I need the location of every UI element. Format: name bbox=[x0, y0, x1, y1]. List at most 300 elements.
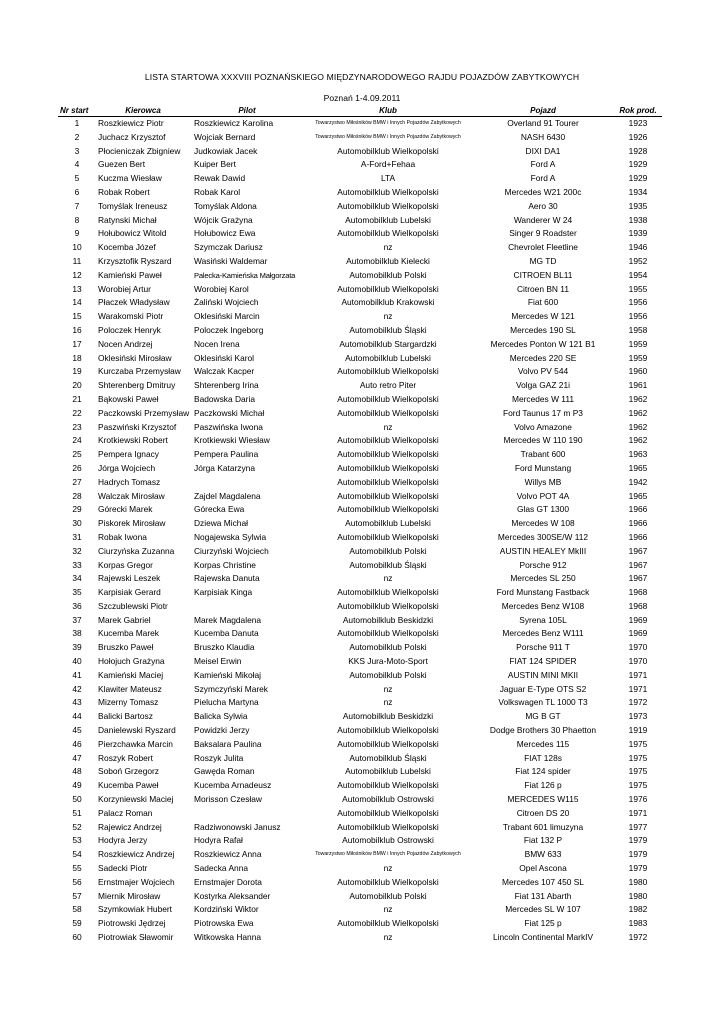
cell-pilot: Hodyra Rafał bbox=[194, 835, 243, 846]
table-row bbox=[58, 903, 662, 917]
cell-rok-prod: 1942 bbox=[628, 476, 648, 487]
cell-klub: nz bbox=[383, 421, 393, 432]
cell-kierowca: Bąkowski Paweł bbox=[98, 393, 159, 404]
cell-klub: Automobilklub Kielecki bbox=[346, 255, 430, 266]
cell-rok-prod: 1929 bbox=[628, 159, 648, 170]
cell-pilot: Nocen Irena bbox=[194, 338, 240, 349]
cell-klub: Automobilklub Lubelski bbox=[345, 518, 431, 529]
cell-pojazd: Aero 30 bbox=[528, 200, 558, 211]
cell-rok-prod: 1966 bbox=[628, 518, 648, 529]
cell-pilot: Piotrowska Ewa bbox=[194, 918, 254, 929]
table-row bbox=[58, 669, 662, 683]
table-header-row bbox=[58, 105, 662, 117]
cell-nr-start: 27 bbox=[72, 476, 82, 487]
cell-rok-prod: 1973 bbox=[628, 711, 648, 722]
cell-rok-prod: 1956 bbox=[628, 311, 648, 322]
cell-pojazd: Porsche 911 T bbox=[516, 642, 570, 653]
table-row bbox=[58, 655, 662, 669]
cell-klub: Automobilklub Wielkopolski bbox=[337, 186, 439, 197]
cell-pilot: Zajdel Magdalena bbox=[194, 490, 261, 501]
cell-kierowca: Poloczek Henryk bbox=[98, 324, 161, 335]
cell-rok-prod: 1923 bbox=[628, 118, 648, 128]
cell-kierowca: Górecki Marek bbox=[98, 504, 153, 515]
cell-pilot: Wójcik Grażyna bbox=[194, 214, 253, 225]
cell-pilot: Morisson Czesław bbox=[194, 794, 262, 805]
cell-rok-prod: 1980 bbox=[628, 890, 648, 901]
cell-klub: LTA bbox=[380, 173, 396, 184]
cell-kierowca: Shterenberg Dmitruy bbox=[98, 380, 176, 391]
cell-rok-prod: 1976 bbox=[628, 794, 648, 805]
cell-kierowca: Kucemba Paweł bbox=[98, 780, 159, 791]
cell-kierowca: Kamieński Paweł bbox=[98, 269, 162, 280]
cell-nr-start: 41 bbox=[72, 669, 82, 680]
cell-klub: Automobilklub Śląski bbox=[349, 559, 427, 570]
cell-kierowca: Kocemba Józef bbox=[98, 242, 156, 253]
cell-rok-prod: 1975 bbox=[628, 766, 648, 777]
cell-pojazd: Mercedes 107 450 SL bbox=[502, 876, 584, 887]
cell-nr-start: 28 bbox=[72, 490, 82, 501]
cell-nr-start: 45 bbox=[72, 725, 82, 736]
table-row bbox=[58, 821, 662, 835]
cell-kierowca: Robak Iwona bbox=[98, 531, 147, 542]
table-row bbox=[58, 876, 662, 890]
cell-rok-prod: 1956 bbox=[628, 297, 648, 308]
cell-rok-prod: 1967 bbox=[628, 573, 648, 584]
cell-pilot: Judkowiak Jacek bbox=[194, 145, 258, 156]
cell-nr-start: 32 bbox=[72, 545, 82, 556]
cell-klub: Automobilklub Wielkopolski bbox=[337, 490, 439, 501]
cell-pilot: Jórga Katarzyna bbox=[194, 462, 255, 473]
cell-pojazd: Mercedes 115 bbox=[516, 738, 570, 749]
cell-pojazd: Mercedes W 110 190 bbox=[503, 435, 583, 446]
table-row bbox=[58, 738, 662, 752]
cell-rok-prod: 1952 bbox=[628, 255, 648, 266]
cell-klub: nz bbox=[383, 863, 393, 874]
cell-pojazd: Mercedes 300SE/W 112 bbox=[497, 531, 589, 542]
cell-klub: Automobilklub Wielkopolski bbox=[337, 145, 439, 156]
cell-nr-start: 33 bbox=[72, 559, 82, 570]
table-row bbox=[58, 200, 662, 214]
cell-klub: Automobilklub Wielkopolski bbox=[337, 531, 439, 542]
cell-nr-start: 47 bbox=[72, 752, 82, 763]
cell-pilot: Powidzki Jerzy bbox=[194, 725, 250, 736]
cell-pojazd: Volga GAZ 21i bbox=[515, 380, 570, 391]
cell-pojazd: Mercedes SL 250 bbox=[510, 573, 576, 584]
cell-nr-start: 3 bbox=[74, 145, 80, 156]
start-list-table bbox=[58, 105, 662, 945]
table-row bbox=[58, 848, 662, 862]
cell-nr-start: 1 bbox=[74, 118, 80, 128]
cell-pilot: Krotkiewski Wiesław bbox=[194, 435, 270, 446]
table-row bbox=[58, 890, 662, 904]
cell-klub: Automobilklub Stargardzki bbox=[339, 338, 437, 349]
cell-kierowca: Korpas Gregor bbox=[98, 559, 153, 570]
cell-pojazd: Ford A bbox=[530, 159, 556, 170]
cell-kierowca: Jórga Wojciech bbox=[98, 462, 156, 473]
cell-rok-prod: 1968 bbox=[628, 587, 648, 598]
table-row bbox=[58, 448, 662, 462]
table-row bbox=[58, 214, 662, 228]
cell-rok-prod: 1938 bbox=[628, 214, 648, 225]
cell-pojazd: Fiat 126 p bbox=[524, 780, 562, 791]
cell-klub: Automobilklub Beskidzki bbox=[342, 614, 434, 625]
cell-klub: Automobilklub Wielkopolski bbox=[337, 738, 439, 749]
table-row bbox=[58, 834, 662, 848]
table-row bbox=[58, 131, 662, 145]
cell-nr-start: 37 bbox=[72, 614, 82, 625]
cell-pilot: Radziwonowski Janusz bbox=[194, 821, 281, 832]
cell-rok-prod: 1919 bbox=[628, 725, 648, 736]
cell-kierowca: Piskorek Mirosław bbox=[98, 518, 166, 529]
cell-pojazd: Mercedes Benz W108 bbox=[501, 600, 585, 611]
cell-kierowca: Karpisiak Gerard bbox=[98, 587, 161, 598]
cell-nr-start: 55 bbox=[72, 863, 82, 874]
cell-kierowca: Roszkiewicz Piotr bbox=[98, 118, 164, 128]
cell-kierowca: Soboń Grzegorz bbox=[98, 766, 159, 777]
table-row bbox=[58, 296, 662, 310]
cell-rok-prod: 1929 bbox=[628, 173, 648, 184]
cell-klub: Automobilklub Wielkopolski bbox=[337, 200, 439, 211]
cell-pojazd: Fiat 132 P bbox=[523, 835, 563, 846]
cell-pojazd: Jaguar E-Type OTS S2 bbox=[499, 683, 587, 694]
cell-pilot: Gawęda Roman bbox=[194, 766, 255, 777]
cell-klub: Automobilklub Wielkopolski bbox=[337, 807, 439, 818]
cell-pilot: Pielucha Martyna bbox=[194, 697, 259, 708]
table-row bbox=[58, 586, 662, 600]
cell-kierowca: Bruszko Paweł bbox=[98, 642, 154, 653]
cell-nr-start: 31 bbox=[72, 531, 82, 542]
cell-rok-prod: 1970 bbox=[628, 656, 648, 667]
cell-pojazd: Volkswagen TL 1000 T3 bbox=[498, 697, 588, 708]
cell-rok-prod: 1979 bbox=[628, 835, 648, 846]
cell-rok-prod: 1975 bbox=[628, 780, 648, 791]
table-row bbox=[58, 862, 662, 876]
cell-nr-start: 9 bbox=[74, 228, 80, 239]
cell-klub: Automobilklub Polski bbox=[349, 545, 427, 556]
cell-nr-start: 53 bbox=[72, 835, 82, 846]
cell-pojazd: Ford A bbox=[530, 173, 556, 184]
cell-pilot: Tomyślak Aldona bbox=[194, 200, 257, 211]
cell-pilot: Kamieński Mikołaj bbox=[194, 669, 262, 680]
cell-rok-prod: 1935 bbox=[628, 200, 648, 211]
cell-rok-prod: 1955 bbox=[628, 283, 648, 294]
cell-pilot: Worobiej Karol bbox=[194, 283, 249, 294]
cell-rok-prod: 1982 bbox=[628, 904, 648, 915]
cell-pojazd: Ford Munstang Fastback bbox=[496, 587, 590, 598]
cell-kierowca: Pempera Ignacy bbox=[98, 449, 159, 460]
cell-rok-prod: 1967 bbox=[628, 545, 648, 556]
cell-nr-start: 22 bbox=[72, 407, 82, 418]
cell-pojazd: BMW 633 bbox=[524, 849, 562, 860]
cell-klub: Automobilklub Ostrowski bbox=[342, 835, 434, 846]
cell-rok-prod: 1965 bbox=[628, 490, 648, 501]
cell-nr-start: 35 bbox=[72, 587, 82, 598]
cell-rok-prod: 1975 bbox=[628, 738, 648, 749]
cell-pilot: Szymczak Dariusz bbox=[194, 242, 263, 253]
cell-pojazd: Mercedes 190 SL bbox=[510, 324, 576, 335]
cell-nr-start: 20 bbox=[72, 380, 82, 391]
cell-pojazd: Mercedes W 108 bbox=[511, 518, 575, 529]
cell-pilot: Witkowska Hanna bbox=[194, 932, 262, 943]
cell-klub: nz bbox=[383, 697, 393, 708]
cell-rok-prod: 1961 bbox=[628, 380, 648, 391]
cell-klub: Auto retro Piter bbox=[359, 380, 417, 391]
cell-nr-start: 18 bbox=[72, 352, 82, 363]
cell-nr-start: 16 bbox=[72, 324, 82, 335]
cell-pilot: Wasiński Waldemar bbox=[194, 255, 268, 266]
table-row bbox=[58, 255, 662, 269]
cell-rok-prod: 1960 bbox=[628, 366, 648, 377]
cell-pilot: Paszwińska Iwona bbox=[194, 421, 263, 432]
table-row bbox=[58, 283, 662, 297]
cell-klub: Automobilklub Polski bbox=[349, 669, 427, 680]
table-row bbox=[58, 545, 662, 559]
cell-rok-prod: 1928 bbox=[628, 145, 648, 156]
cell-rok-prod: 1983 bbox=[628, 918, 648, 929]
cell-klub: Automobilklub Polski bbox=[349, 890, 427, 901]
document-subtitle: Poznań 1-4.09.2011 bbox=[323, 93, 401, 103]
cell-pojazd: Volvo PV 544 bbox=[517, 366, 569, 377]
table-row bbox=[58, 421, 662, 435]
cell-klub: nz bbox=[383, 904, 393, 915]
cell-klub: Automobilklub Wielkopolski bbox=[337, 780, 439, 791]
cell-nr-start: 19 bbox=[72, 366, 82, 377]
table-row bbox=[58, 227, 662, 241]
cell-kierowca: Paszwiński Krzysztof bbox=[98, 421, 177, 432]
cell-rok-prod: 1971 bbox=[628, 683, 648, 694]
cell-pilot: Bruszko Klaudia bbox=[194, 642, 255, 653]
cell-nr-start: 42 bbox=[72, 683, 82, 694]
cell-pilot: Roszyk Julita bbox=[194, 752, 244, 763]
cell-kierowca: Kucemba Marek bbox=[98, 628, 159, 639]
cell-pilot: Kucemba Arnadeusz bbox=[194, 780, 272, 791]
cell-klub: Automobilklub Wielkopolski bbox=[337, 876, 439, 887]
cell-pojazd: Willys MB bbox=[524, 476, 562, 487]
cell-klub: nz bbox=[383, 311, 393, 322]
cell-pilot: Kucemba Danuta bbox=[194, 628, 259, 639]
table-row bbox=[58, 490, 662, 504]
cell-nr-start: 2 bbox=[74, 131, 80, 142]
cell-pilot: Oklesiński Karol bbox=[194, 352, 255, 363]
table-row bbox=[58, 379, 662, 393]
cell-pilot: Oklesiński Marcin bbox=[194, 311, 260, 322]
cell-klub: Automobilklub Wielkopolski bbox=[337, 600, 439, 611]
cell-kierowca: Piotrowiak Sławomir bbox=[98, 932, 174, 943]
cell-pojazd: MG B GT bbox=[525, 711, 561, 722]
cell-nr-start: 34 bbox=[72, 573, 82, 584]
header-pojazd: Pojazd bbox=[472, 105, 614, 117]
cell-pojazd: Fiat 131 Abarth bbox=[514, 890, 572, 901]
cell-kierowca: Płaczek Władysław bbox=[98, 297, 170, 308]
cell-kierowca: Krotkiewski Robert bbox=[98, 435, 168, 446]
table-row bbox=[58, 614, 662, 628]
cell-rok-prod: 1977 bbox=[628, 821, 648, 832]
table-row bbox=[58, 752, 662, 766]
table-row bbox=[58, 807, 662, 821]
cell-nr-start: 13 bbox=[72, 283, 82, 294]
cell-nr-start: 29 bbox=[72, 504, 82, 515]
cell-pilot: Baksalara Paulina bbox=[194, 738, 262, 749]
cell-nr-start: 6 bbox=[74, 186, 80, 197]
table-row bbox=[58, 241, 662, 255]
cell-pilot: Żaliński Wojciech bbox=[194, 297, 259, 308]
cell-klub: nz bbox=[383, 573, 393, 584]
cell-pojazd: Fiat 124 spider bbox=[515, 766, 571, 777]
table-row bbox=[58, 172, 662, 186]
cell-rok-prod: 1963 bbox=[628, 449, 648, 460]
table-row bbox=[58, 186, 662, 200]
cell-pilot: Górecka Ewa bbox=[194, 504, 245, 515]
cell-pojazd: AUSTIN MINI MKII bbox=[507, 669, 579, 680]
cell-pojazd: Mercedes SL W 107 bbox=[505, 904, 581, 915]
cell-kierowca: Tomyślak Ireneusz bbox=[98, 200, 168, 211]
table-row bbox=[58, 696, 662, 710]
cell-klub: Automobilklub Ostrowski bbox=[342, 794, 434, 805]
cell-klub: Automobilklub Wielkopolski bbox=[337, 449, 439, 460]
cell-nr-start: 46 bbox=[72, 738, 82, 749]
cell-pojazd: Citroen DS 20 bbox=[516, 807, 570, 818]
cell-pilot: Meisel Erwin bbox=[194, 656, 242, 667]
cell-pojazd: CITROEN BL11 bbox=[513, 269, 573, 280]
cell-nr-start: 8 bbox=[74, 214, 80, 225]
cell-klub: nz bbox=[383, 683, 393, 694]
cell-pilot: Kostyrka Aleksander bbox=[194, 890, 271, 901]
cell-rok-prod: 1954 bbox=[628, 269, 648, 280]
cell-klub: Automobilklub Lubelski bbox=[345, 352, 431, 363]
cell-pilot: Palecka-Kamieńska Małgorzata bbox=[194, 270, 296, 280]
table-row bbox=[58, 324, 662, 338]
cell-nr-start: 51 bbox=[72, 807, 82, 818]
cell-pojazd: MG TD bbox=[529, 255, 557, 266]
table-row bbox=[58, 158, 662, 172]
table-row bbox=[58, 338, 662, 352]
cell-rok-prod: 1959 bbox=[628, 352, 648, 363]
cell-kierowca: Klawiter Mateusz bbox=[98, 683, 162, 694]
cell-klub: Automobilklub Wielkopolski bbox=[337, 283, 439, 294]
cell-klub: Automobilklub Wielkopolski bbox=[337, 393, 439, 404]
cell-kierowca: Ratynski Michał bbox=[98, 214, 157, 225]
cell-klub: KKS Jura-Moto-Sport bbox=[348, 656, 428, 667]
cell-pilot: Poloczek Ingeborg bbox=[194, 324, 264, 335]
cell-kierowca: Kamieński Maciej bbox=[98, 669, 164, 680]
cell-pilot bbox=[190, 476, 304, 490]
cell-pilot: Karpisiak Kinga bbox=[194, 587, 253, 598]
table-row bbox=[58, 683, 662, 697]
cell-kierowca: Kuczma Wiesław bbox=[98, 173, 162, 184]
cell-kierowca: Warakomski Piotr bbox=[98, 311, 164, 322]
cell-klub: Automobilklub Wielkopolski bbox=[337, 587, 439, 598]
cell-pilot: Korpas Christine bbox=[194, 559, 256, 570]
header-klub: Klub bbox=[304, 105, 472, 117]
cell-nr-start: 48 bbox=[72, 766, 82, 777]
cell-kierowca: Guezen Bert bbox=[98, 159, 146, 170]
table-row bbox=[58, 145, 662, 159]
cell-nr-start: 60 bbox=[72, 932, 82, 943]
cell-pojazd: Trabant 600 bbox=[520, 449, 566, 460]
cell-klub: Towarzystwo Miłośników BMW i Innych Pojazdów Zabytkowych bbox=[315, 851, 461, 858]
cell-pojazd: Ford Munstang bbox=[514, 462, 572, 473]
header-pilot: Pilot bbox=[190, 105, 304, 117]
cell-klub: A-Ford+Fehaa bbox=[360, 159, 416, 170]
table-row bbox=[58, 310, 662, 324]
table-row bbox=[58, 765, 662, 779]
cell-pilot: Pempera Paulina bbox=[194, 449, 259, 460]
cell-nr-start: 24 bbox=[72, 435, 82, 446]
cell-pojazd: Dodge Brothers 30 Phaetton bbox=[489, 725, 597, 736]
cell-klub: Automobilklub Wielkopolski bbox=[337, 821, 439, 832]
cell-pojazd: Mercedes Ponton W 121 B1 bbox=[490, 338, 596, 349]
cell-nr-start: 59 bbox=[72, 918, 82, 929]
cell-nr-start: 14 bbox=[72, 297, 82, 308]
cell-kierowca: Miernik Mirosław bbox=[98, 890, 161, 901]
cell-nr-start: 44 bbox=[72, 711, 82, 722]
table-row bbox=[58, 352, 662, 366]
cell-nr-start: 58 bbox=[72, 904, 82, 915]
cell-rok-prod: 1966 bbox=[628, 531, 648, 542]
table-row bbox=[58, 462, 662, 476]
cell-pojazd: Overland 91 Tourer bbox=[507, 118, 579, 128]
cell-pojazd: Trabant 601 limuzyna bbox=[502, 821, 584, 832]
cell-klub: Automobilklub Wielkopolski bbox=[337, 366, 439, 377]
cell-nr-start: 25 bbox=[72, 449, 82, 460]
cell-klub: Automobilklub Śląski bbox=[349, 324, 427, 335]
table-body bbox=[58, 117, 662, 945]
cell-nr-start: 56 bbox=[72, 876, 82, 887]
cell-pilot: Sadecka Anna bbox=[194, 863, 249, 874]
cell-klub: Automobilklub Beskidzki bbox=[342, 711, 434, 722]
cell-rok-prod: 1971 bbox=[628, 807, 648, 818]
cell-kierowca: Mizerny Tomasz bbox=[98, 697, 159, 708]
cell-nr-start: 5 bbox=[74, 173, 80, 184]
cell-nr-start: 30 bbox=[72, 518, 82, 529]
cell-pilot: Roszkiewicz Anna bbox=[194, 849, 262, 860]
cell-klub: Automobilklub Wielkopolski bbox=[337, 407, 439, 418]
cell-pilot: Badowska Daria bbox=[194, 393, 255, 404]
cell-rok-prod: 1939 bbox=[628, 228, 648, 239]
cell-kierowca: Rajewicz Andrzej bbox=[98, 821, 162, 832]
cell-nr-start: 23 bbox=[72, 421, 82, 432]
cell-kierowca: Kurczaba Przemysław bbox=[98, 366, 181, 377]
cell-nr-start: 38 bbox=[72, 628, 82, 639]
cell-nr-start: 39 bbox=[72, 642, 82, 653]
cell-kierowca: Hołojuch Grażyna bbox=[98, 656, 165, 667]
table-row bbox=[58, 476, 662, 490]
cell-nr-start: 50 bbox=[72, 794, 82, 805]
table-row bbox=[58, 641, 662, 655]
cell-pojazd: Ford Taunus 17 m P3 bbox=[503, 407, 583, 418]
cell-klub: Automobilklub Krakowski bbox=[341, 297, 435, 308]
cell-kierowca: Balicki Bartosz bbox=[98, 711, 153, 722]
cell-nr-start: 54 bbox=[72, 849, 82, 860]
cell-pojazd: Chevrolet Fleetline bbox=[508, 242, 578, 253]
cell-pojazd: FIAT 128s bbox=[524, 752, 562, 763]
cell-kierowca: Korzyniewski Maciej bbox=[98, 794, 174, 805]
cell-kierowca: Juchacz Krzysztof bbox=[98, 131, 166, 142]
cell-pojazd: Mercedes W21 200c bbox=[504, 186, 582, 197]
cell-pilot: Dziewa Michał bbox=[194, 518, 248, 529]
cell-nr-start: 26 bbox=[72, 462, 82, 473]
cell-pilot: Rewak Dawid bbox=[194, 173, 246, 184]
header-nr-start: Nr start bbox=[58, 105, 96, 117]
cell-pojazd: Mercedes 220 SE bbox=[509, 352, 577, 363]
cell-pilot: Rajewska Danuta bbox=[194, 573, 260, 584]
cell-kierowca: Ciurzyńska Zuzanna bbox=[98, 545, 175, 556]
cell-pilot: Roszkiewicz Karolina bbox=[194, 118, 274, 128]
table-row bbox=[58, 365, 662, 379]
cell-pilot: Ciurzyński Wojciech bbox=[194, 545, 269, 556]
cell-rok-prod: 1969 bbox=[628, 614, 648, 625]
cell-rok-prod: 1962 bbox=[628, 435, 648, 446]
